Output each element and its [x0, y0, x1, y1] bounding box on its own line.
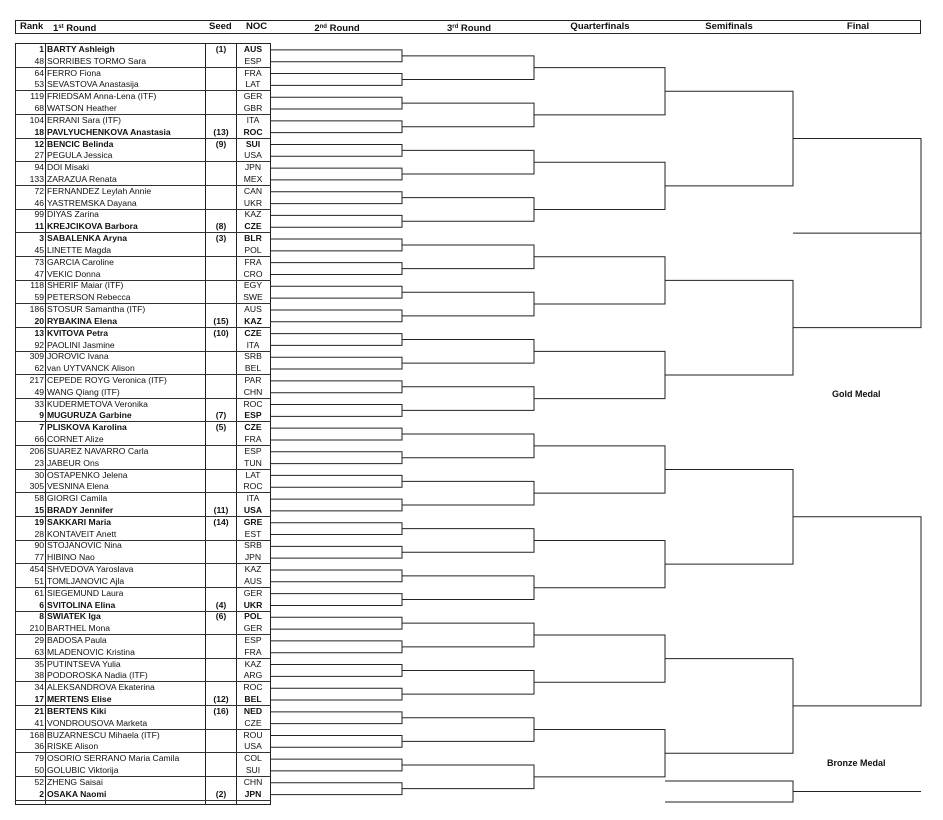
player-noc: GRE: [243, 516, 263, 527]
third-round-match-connector: [402, 198, 534, 222]
player-name: MLADENOVIC Kristina: [47, 646, 135, 657]
player-name: SWIATEK Iga: [47, 611, 101, 622]
third-round-match-connector: [402, 150, 534, 174]
player-rank: 59: [34, 292, 44, 303]
player-name: PAOLINI Jasmine: [47, 339, 115, 350]
player-name: OSTAPENKO Jelena: [47, 469, 128, 480]
player-name: BARTY Ashleigh: [47, 44, 115, 54]
player-noc: BEL: [244, 694, 262, 705]
header-first-round-num: 1: [53, 23, 59, 34]
player-rank: 17: [34, 694, 44, 705]
player-name: BERTENS Kiki: [47, 705, 107, 716]
semifinal-match-connector: [665, 91, 793, 186]
player-rank: 63: [34, 646, 44, 657]
player-noc: TUN: [244, 457, 262, 468]
player-noc: CZE: [244, 327, 262, 338]
player-rank: 210: [29, 623, 44, 634]
second-round-match-connector: [271, 641, 402, 653]
second-round-match-connector: [271, 499, 402, 511]
second-round-match-connector: [271, 239, 402, 251]
player-noc: ESP: [244, 55, 262, 66]
second-round-match-connector: [271, 286, 402, 298]
player-rank: 119: [30, 91, 44, 102]
second-round-match-connector: [271, 334, 402, 346]
player-noc: KAZ: [244, 315, 262, 326]
player-rank: 49: [34, 386, 44, 397]
semifinal-match-connector: [665, 280, 793, 375]
player-noc: ARG: [243, 670, 263, 681]
bronze-medal-connector: [665, 781, 921, 802]
player-seed: (5): [215, 422, 227, 433]
second-round-match-connector: [271, 735, 402, 747]
player-seed: (15): [213, 315, 229, 326]
second-round-match-connector: [271, 475, 402, 487]
third-round-match-connector: [402, 434, 534, 458]
player-seed: (6): [215, 611, 227, 622]
player-noc: CAN: [243, 185, 263, 196]
player-rank: 19: [34, 516, 44, 527]
second-round-match-connector: [271, 192, 402, 204]
second-round-match-connector: [271, 688, 402, 700]
player-rank: 9: [39, 410, 44, 421]
player-name: DOI Misaki: [47, 162, 90, 173]
player-rank: 6: [39, 599, 44, 610]
player-noc: ROC: [243, 126, 263, 137]
player-seed: (9): [215, 138, 227, 149]
player-rank: 2: [39, 788, 44, 799]
second-round-match-connector: [271, 759, 402, 771]
player-rank: 18: [34, 126, 44, 137]
player-rank: 8: [39, 611, 44, 622]
player-name: ERRANI Sara (ITF): [47, 114, 122, 125]
player-rank: 29: [34, 635, 44, 645]
player-name: BADOSA Paula: [47, 635, 107, 645]
player-noc: AUS: [243, 44, 263, 54]
player-seed: (11): [213, 504, 229, 515]
header-noc: NOC: [246, 21, 268, 32]
player-seed: (1): [215, 44, 227, 54]
player-seed: (12): [213, 694, 229, 705]
second-round-match-connector: [271, 50, 402, 62]
player-rank: 11: [34, 221, 44, 232]
player-noc: SUI: [245, 765, 261, 776]
player-name: BENCIC Belinda: [47, 138, 114, 149]
second-round-match-connector: [271, 144, 402, 156]
third-round-match-connector: [402, 481, 534, 505]
player-name: VEKIC Donna: [47, 268, 101, 279]
player-noc: UKR: [243, 197, 263, 208]
player-rank: 48: [34, 55, 44, 66]
player-noc: AUS: [244, 304, 262, 315]
player-name: RISKE Alison: [47, 741, 99, 752]
second-round-match-connector: [271, 523, 402, 535]
player-noc: MEX: [243, 174, 263, 185]
player-name: FERRO Fiona: [47, 67, 101, 78]
player-noc: SRB: [244, 540, 262, 551]
second-round-match-connector: [271, 617, 402, 629]
player-name: KREJCIKOVA Barbora: [47, 221, 138, 232]
player-name: CORNET Alize: [47, 434, 104, 445]
player-noc: GER: [243, 587, 263, 598]
player-rank: 72: [34, 185, 44, 196]
player-noc: FRA: [244, 646, 262, 657]
player-rank: 62: [34, 363, 44, 374]
player-rank: 46: [34, 197, 44, 208]
player-noc: LAT: [245, 79, 261, 90]
player-noc: CHN: [243, 386, 263, 397]
player-rank: 92: [34, 339, 44, 350]
player-name: SHVEDOVA Yaroslava: [47, 564, 134, 575]
second-round-match-connector: [271, 783, 402, 795]
quarterfinal-match-connector: [534, 446, 665, 493]
player-noc: KAZ: [244, 209, 262, 220]
player-rank: 50: [34, 765, 44, 776]
header-third-round-num: 3: [446, 23, 453, 34]
quarterfinal-match-connector: [534, 351, 665, 398]
second-round-match-connector: [271, 381, 402, 393]
quarterfinal-match-connector: [534, 162, 665, 209]
player-noc: UKR: [243, 599, 263, 610]
third-round-match-connector: [402, 718, 534, 742]
player-name: SEVASTOVA Anastasija: [47, 79, 139, 90]
player-name: GIORGI Camila: [47, 493, 108, 504]
player-rank: 23: [34, 457, 44, 468]
player-noc: ROC: [243, 481, 263, 492]
player-noc: ESP: [244, 635, 262, 645]
player-name: ZARAZUA Renata: [47, 174, 117, 185]
second-round-match-connector: [271, 665, 402, 677]
second-round-match-connector: [271, 310, 402, 322]
player-noc: CZE: [244, 221, 262, 232]
quarterfinal-match-connector: [534, 68, 665, 115]
player-rank: 33: [34, 398, 44, 409]
player-rank: 118: [30, 280, 44, 291]
second-round-match-connector: [271, 452, 402, 464]
player-noc: NED: [243, 705, 263, 716]
player-rank: 58: [34, 493, 44, 504]
player-name: YASTREMSKA Dayana: [47, 197, 137, 208]
player-name: VESNINA Elena: [47, 481, 109, 492]
player-noc: ESP: [244, 445, 262, 456]
player-noc: USA: [244, 741, 262, 752]
player-name: MUGURUZA Garbine: [47, 410, 132, 421]
player-name: CEPEDE ROYG Veronica (ITF): [47, 374, 167, 385]
player-noc: CZE: [244, 422, 262, 433]
player-rank: 90: [34, 540, 44, 551]
player-noc: EGY: [243, 280, 263, 291]
player-name: SHERIF Maiar (ITF): [47, 280, 124, 291]
player-noc: SRB: [244, 351, 262, 362]
quarterfinal-match-connector: [534, 635, 665, 682]
player-name: GARCIA Caroline: [47, 256, 114, 267]
player-rank: 28: [34, 528, 44, 539]
player-name: SIEGEMUND Laura: [47, 587, 124, 598]
player-rank: 47: [34, 268, 44, 279]
quarterfinal-match-connector: [534, 730, 665, 777]
header-seed: Seed: [209, 21, 232, 32]
player-rank: 52: [34, 776, 44, 787]
player-rank: 34: [34, 682, 44, 693]
third-round-match-connector: [402, 387, 534, 411]
third-round-match-connector: [402, 670, 534, 694]
player-seed: (2): [215, 788, 227, 799]
player-rank: 13: [34, 327, 44, 338]
player-name: DIYAS Zarina: [47, 209, 99, 220]
player-rank: 309: [29, 351, 44, 362]
second-round-match-connector: [271, 74, 402, 86]
bronze-medal-label: Bronze Medal: [827, 758, 886, 768]
player-noc: BEL: [244, 363, 262, 374]
player-name: WANG Qiang (ITF): [47, 386, 120, 397]
player-noc: SWE: [243, 292, 263, 303]
header-second-round-sup: nd: [319, 24, 327, 30]
player-noc: FRA: [244, 67, 262, 78]
player-name: HIBINO Nao: [47, 552, 95, 563]
player-seed: (13): [213, 126, 229, 137]
second-round-match-connector: [271, 594, 402, 606]
player-name: KONTAVEIT Anett: [47, 528, 117, 539]
player-rank: 41: [34, 717, 44, 728]
third-round-match-connector: [402, 245, 534, 269]
player-name: KVITOVA Petra: [47, 327, 108, 338]
player-rank: 217: [29, 374, 44, 385]
gold-medal-label: Gold Medal: [832, 389, 881, 399]
header-first-round-text: Round: [63, 23, 97, 34]
player-name: SABALENKA Aryna: [47, 233, 128, 244]
player-noc: ITA: [246, 114, 260, 125]
final-match-connector: [793, 517, 921, 706]
semifinal-match-connector: [665, 659, 793, 754]
player-rank: 186: [29, 304, 44, 315]
second-round-match-connector: [271, 121, 402, 133]
player-seed: (7): [215, 410, 227, 421]
player-noc: COL: [244, 753, 262, 764]
quarterfinal-match-connector: [534, 540, 665, 587]
second-round-match-connector: [271, 168, 402, 180]
semifinal-match-connector: [665, 470, 793, 565]
player-rank: 53: [34, 79, 44, 90]
player-name: BARTHEL Mona: [47, 623, 111, 634]
player-noc: ITA: [246, 493, 260, 504]
player-name: SUAREZ NAVARRO Carla: [47, 445, 149, 456]
header-third-round-text: Round: [458, 23, 492, 34]
player-noc: PAR: [244, 374, 262, 385]
player-noc: AUS: [244, 575, 262, 586]
player-rank: 168: [29, 729, 44, 740]
third-round-match-connector: [402, 765, 534, 789]
player-name: BUZARNESCU Mihaela (ITF): [47, 729, 160, 740]
player-name: ZHENG Saisai: [47, 776, 103, 787]
player-noc: ITA: [246, 339, 260, 350]
player-rank: 99: [34, 209, 44, 220]
player-name: PEGULA Jessica: [47, 150, 113, 161]
player-name: JABEUR Ons: [47, 457, 100, 468]
third-round-match-connector: [402, 623, 534, 647]
player-noc: USA: [244, 150, 262, 161]
second-round-match-connector: [271, 428, 402, 440]
player-rank: 61: [34, 587, 44, 598]
player-name: PLISKOVA Karolina: [47, 422, 127, 433]
player-noc: USA: [243, 504, 263, 515]
player-rank: 38: [34, 670, 44, 681]
player-name: VONDROUSOVA Marketa: [47, 717, 148, 728]
player-name: SVITOLINA Elina: [47, 599, 116, 610]
player-rank: 133: [29, 174, 44, 185]
player-noc: KAZ: [244, 564, 262, 575]
player-rank: 73: [34, 256, 44, 267]
player-noc: CHN: [243, 776, 263, 787]
player-rank: 3: [39, 233, 44, 244]
third-round-match-connector: [402, 576, 534, 600]
player-name: FRIEDSAM Anna-Lena (ITF): [47, 91, 157, 102]
player-name: RYBAKINA Elena: [47, 315, 118, 326]
player-name: van UYTVANCK Alison: [47, 363, 135, 374]
player-noc: CRO: [243, 268, 263, 279]
player-rank: 36: [34, 741, 44, 752]
player-noc: POL: [244, 244, 262, 255]
player-rank: 45: [34, 244, 44, 255]
player-name: WATSON Heather: [47, 103, 117, 114]
player-name: LINETTE Magda: [47, 244, 111, 255]
player-rank: 94: [34, 162, 44, 173]
second-round-match-connector: [271, 263, 402, 275]
second-round-match-connector: [271, 546, 402, 558]
player-rank: 79: [34, 753, 44, 764]
player-noc: JPN: [244, 788, 262, 799]
player-rank: 7: [39, 422, 44, 433]
second-round-match-connector: [271, 357, 402, 369]
player-noc: ROC: [243, 682, 263, 693]
player-rank: 68: [34, 103, 44, 114]
player-name: KUDERMETOVA Veronika: [47, 398, 148, 409]
third-round-match-connector: [402, 529, 534, 553]
third-round-match-connector: [402, 56, 534, 80]
player-rank: 27: [34, 150, 44, 161]
player-name: OSAKA Naomi: [47, 788, 107, 799]
player-rank: 15: [34, 504, 44, 515]
header-second-round-num: 2: [314, 23, 320, 34]
player-rank: 12: [34, 138, 44, 149]
player-rank: 206: [29, 445, 44, 456]
player-noc: GBR: [243, 103, 263, 114]
header-final: Final: [846, 21, 870, 32]
player-seed: (10): [213, 327, 229, 338]
third-round-match-connector: [402, 103, 534, 127]
player-name: ALEKSANDROVA Ekaterina: [47, 682, 155, 693]
player-name: SORRIBES TORMO Sara: [47, 55, 147, 66]
player-noc: BLR: [244, 233, 262, 244]
player-rank: 66: [34, 434, 44, 445]
player-rank: 35: [34, 658, 44, 669]
player-rank: 454: [29, 564, 44, 575]
player-noc: ROU: [243, 729, 263, 740]
player-name: STOSUR Samantha (ITF): [47, 304, 146, 315]
player-seed: (8): [215, 221, 227, 232]
player-rank: 30: [34, 469, 44, 480]
player-name: STOJANOVIC Nina: [47, 540, 122, 551]
player-name: MERTENS Elise: [47, 694, 112, 705]
player-rank: 21: [34, 705, 44, 716]
third-round-match-connector: [402, 292, 534, 316]
player-seed: (16): [213, 705, 229, 716]
player-noc: FRA: [244, 434, 262, 445]
player-name: BRADY Jennifer: [47, 504, 114, 515]
second-round-match-connector: [271, 215, 402, 227]
header-rank: Rank: [20, 21, 44, 32]
player-noc: FRA: [244, 256, 262, 267]
player-noc: GER: [243, 91, 263, 102]
player-noc: CZE: [244, 717, 262, 728]
player-name: GOLUBIC Viktorija: [47, 765, 119, 776]
player-noc: GER: [243, 623, 263, 634]
quarterfinal-match-connector: [534, 257, 665, 304]
player-noc: JPN: [244, 162, 262, 173]
player-noc: SUI: [245, 138, 261, 149]
player-rank: 1: [39, 44, 44, 54]
player-noc: POL: [244, 611, 262, 622]
player-seed: (14): [213, 516, 229, 527]
player-rank: 305: [29, 481, 44, 492]
player-noc: EST: [244, 528, 262, 539]
header-semifinals: Semifinals: [705, 21, 753, 32]
player-noc: ROC: [243, 398, 263, 409]
player-rank: 51: [34, 575, 44, 586]
player-name: FERNANDEZ Leylah Annie: [47, 185, 152, 196]
header-second-round-text: Round: [326, 23, 360, 34]
player-noc: JPN: [244, 552, 262, 563]
player-noc: LAT: [245, 469, 261, 480]
player-rank: 77: [34, 552, 44, 563]
player-name: PAVLYUCHENKOVA Anastasia: [47, 126, 171, 137]
header-third-round-sup: rd: [452, 24, 459, 30]
player-name: JOROVIC Ivana: [47, 351, 109, 362]
second-round-match-connector: [271, 405, 402, 417]
second-round-match-connector: [271, 97, 402, 109]
player-seed: (4): [215, 599, 227, 610]
player-rank: 104: [29, 114, 44, 125]
third-round-match-connector: [402, 340, 534, 364]
player-seed: (3): [215, 233, 227, 244]
header-quarterfinals: Quarterfinals: [570, 21, 630, 32]
player-name: PUTINTSEVA Yulia: [47, 658, 121, 669]
header-first-round-sup: st: [58, 24, 64, 30]
player-name: SAKKARI Maria: [47, 516, 111, 527]
player-rank: 20: [34, 315, 44, 326]
player-noc: KAZ: [244, 658, 262, 669]
player-rank: 64: [34, 67, 44, 78]
player-name: OSORIO SERRANO Maria Camila: [47, 753, 180, 764]
player-name: TOMLJANOVIC Ajla: [47, 575, 125, 586]
player-noc: ESP: [244, 410, 262, 421]
player-name: PODOROSKA Nadia (ITF): [47, 670, 148, 681]
second-round-match-connector: [271, 712, 402, 724]
second-round-match-connector: [271, 570, 402, 582]
player-name: PETERSON Rebecca: [47, 292, 131, 303]
